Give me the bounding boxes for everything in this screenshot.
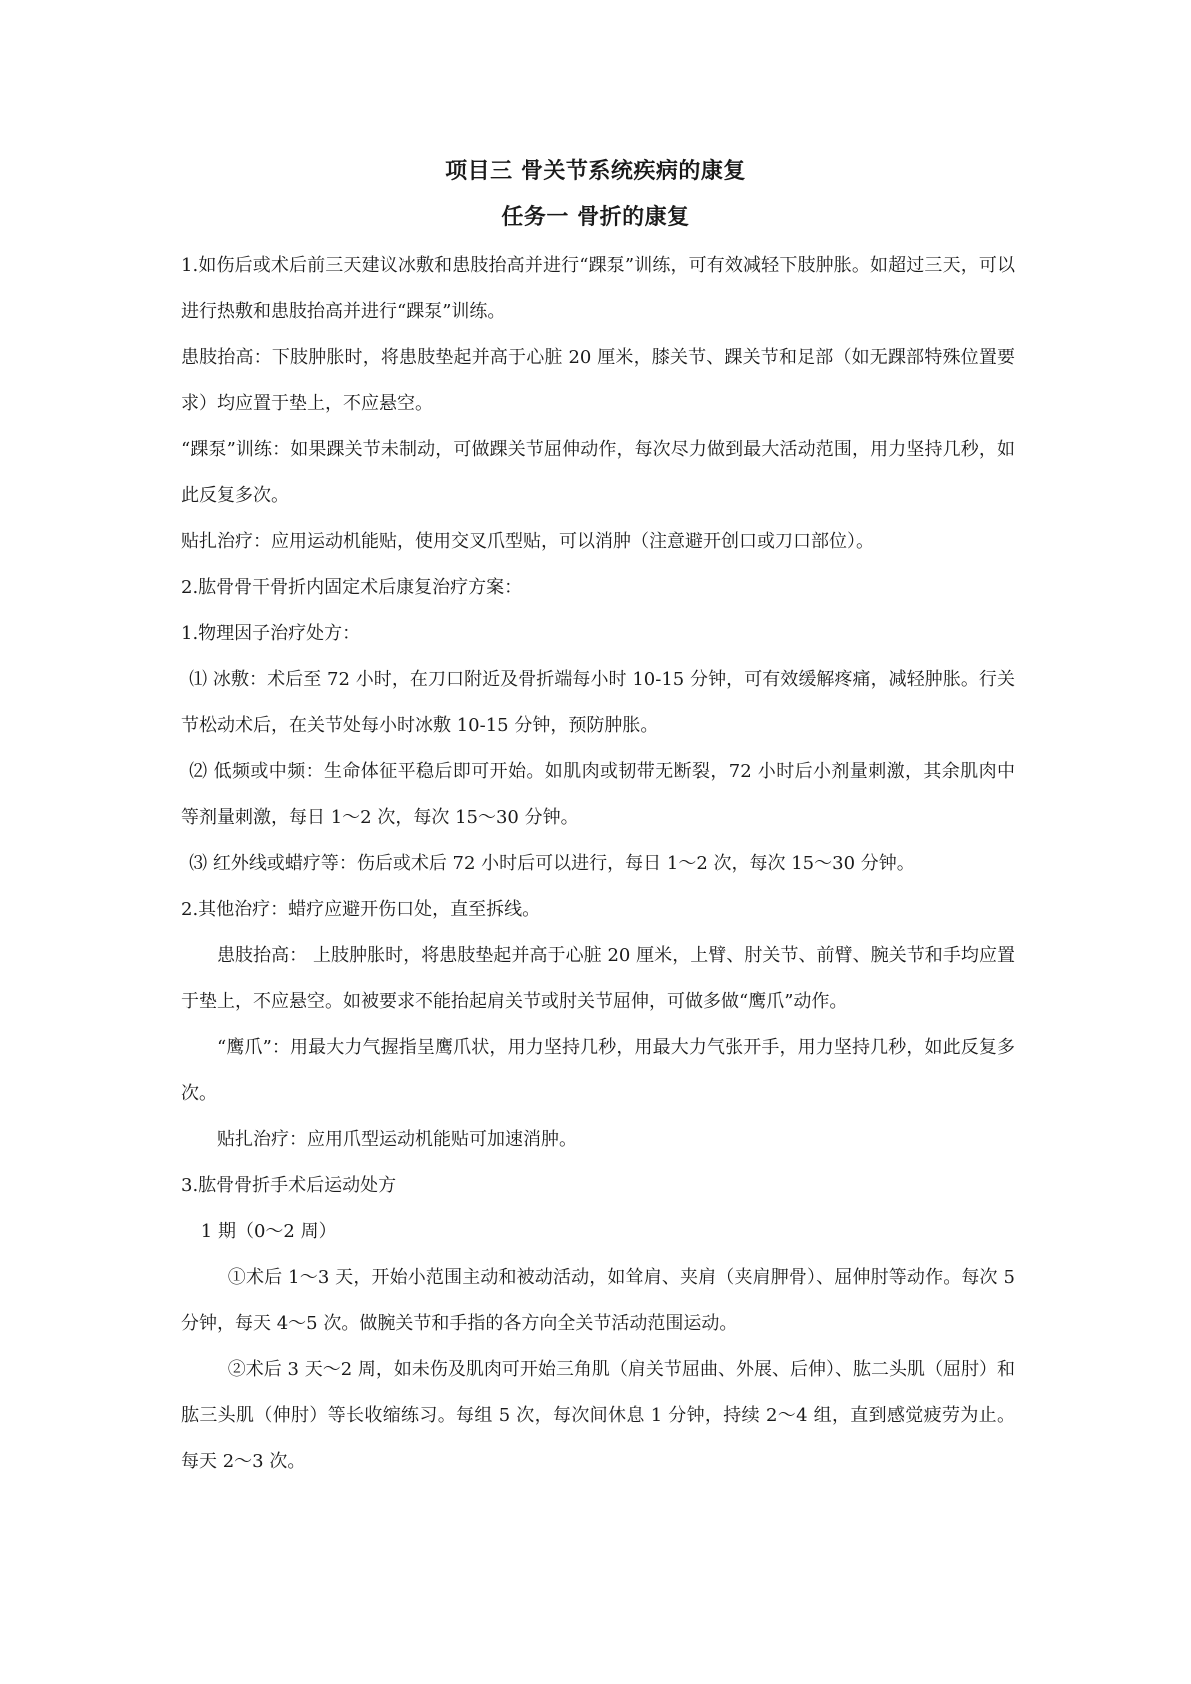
paragraph-11: 患肢抬高： 上肢肿胀时，将患肢垫起并高于心脏 20 厘米，上臂、肘关节、前臂、腕关节和手均应置于垫上，不应悬空。如被要求不能抬起肩关节或肘关节屈伸，可做多做“鹰爪”动作。 [181, 945, 1015, 1012]
paragraph-17: ②术后 3 天～2 周，如未伤及肌肉可开始三角肌（肩关节屈曲、外展、后伸）、肱二头肌（屈肘）和肱三头肌（伸肘）等长收缩练习。每组 5 次，每次间休息 1 分钟，持续 2～4 组，直到感觉疲劳为止。每天 2～3 次。 [181, 1359, 1015, 1472]
paragraph-6: 1.物理因子治疗处方： [181, 623, 361, 644]
paragraph-3: “踝泵”训练：如果踝关节未制动，可做踝关节屈伸动作，每次尽力做到最大活动范围，用力坚持几秒，如此反复多次。 [181, 439, 1015, 506]
document-subtitle: 任务一 骨折的康复 [501, 205, 690, 230]
paragraph-10: 2.其他治疗：蜡疗应避开伤口处，直至拆线。 [181, 899, 541, 920]
paragraph-2: 患肢抬高：下肢肿胀时，将患肢垫起并高于心脏 20 厘米，膝关节、踝关节和足部（如无踝部特殊位置要求）均应置于垫上，不应悬空。 [181, 347, 1015, 414]
document-body [181, 243, 1015, 1485]
paragraph-15: 1 期（0～2 周） [200, 1221, 337, 1242]
paragraph-9: ⑶ 红外线或蜡疗等：伤后或术后 72 小时后可以进行，每日 1～2 次，每次 15～30 分钟。 [189, 853, 915, 874]
paragraph-4: 贴扎治疗：应用运动机能贴，使用交叉爪型贴，可以消肿（注意避开创口或刀口部位）。 [181, 531, 874, 552]
paragraph-13: 贴扎治疗：应用爪型运动机能贴可加速消肿。 [217, 1129, 577, 1150]
paragraph-1: 1.如伤后或术后前三天建议冰敷和患肢抬高并进行“踝泵”训练，可有效减轻下肢肿胀。如超过三天，可以进行热敷和患肢抬高并进行“踝泵”训练。 [181, 255, 1015, 322]
paragraph-16: ①术后 1～3 天，开始小范围主动和被动活动，如耸肩、夹肩（夹肩胛骨）、屈伸肘等动作。每次 5 分钟，每天 4～5 次。做腕关节和手指的各方向全关节活动范围运动。 [181, 1267, 1015, 1334]
paragraph-5: 2.肱骨骨干骨折内固定术后康复治疗方案： [181, 577, 523, 598]
document-title: 项目三 骨关节系统疾病的康复 [445, 159, 746, 184]
paragraph-8: ⑵ 低频或中频：生命体征平稳后即可开始。如肌肉或韧带无断裂，72 小时后小剂量刺激，其余肌肉中等剂量刺激，每日 1～2 次，每次 15～30 分钟。 [181, 761, 1015, 828]
paragraph-12: “鹰爪”：用最大力气握指呈鹰爪状，用力坚持几秒，用最大力气张开手，用力坚持几秒，如此反复多次。 [181, 1037, 1015, 1104]
paragraph-7: ⑴ 冰敷：术后至 72 小时，在刀口附近及骨折端每小时 10-15 分钟，可有效缓解疼痛，减轻肿胀。行关节松动术后，在关节处每小时冰敷 10-15 分钟，预防肿胀。 [181, 669, 1015, 736]
paragraph-14: 3.肱骨骨折手术后运动处方 [181, 1175, 397, 1196]
